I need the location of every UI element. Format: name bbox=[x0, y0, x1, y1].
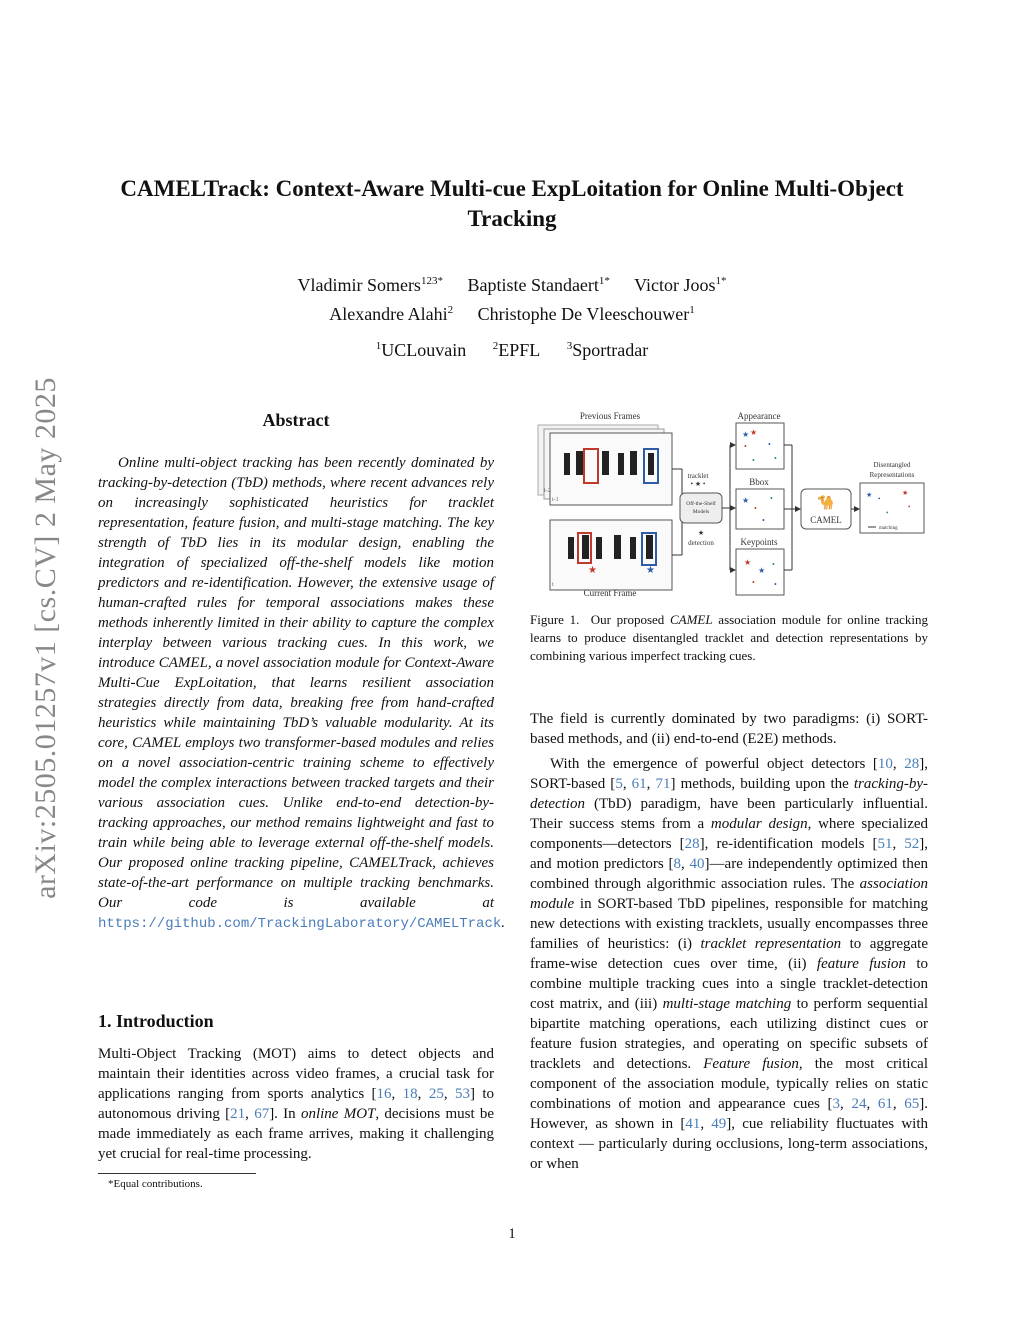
svg-text:★: ★ bbox=[697, 529, 705, 537]
svg-text:•: • bbox=[774, 454, 777, 463]
svg-text:•: • bbox=[744, 442, 747, 451]
citation-link[interactable]: 28 bbox=[684, 836, 700, 852]
svg-text:★: ★ bbox=[758, 566, 766, 575]
footnote: *Equal contributions. bbox=[108, 1178, 203, 1190]
author-name: Alexandre Alahi bbox=[329, 304, 448, 324]
footnote-rule bbox=[98, 1173, 256, 1174]
affiliation: UCLouvain bbox=[381, 340, 467, 360]
svg-text:Models: Models bbox=[692, 509, 710, 515]
svg-text:matching: matching bbox=[879, 526, 898, 531]
citation-link[interactable]: 3 bbox=[832, 1096, 841, 1112]
svg-text:Representations: Representations bbox=[869, 471, 915, 479]
affiliation: EPFL bbox=[498, 340, 541, 360]
author-name: Christophe De Vleeschouwer bbox=[477, 304, 690, 324]
svg-text:★: ★ bbox=[750, 428, 758, 437]
svg-text:★: ★ bbox=[588, 565, 597, 576]
intro-right-column bbox=[530, 709, 928, 1179]
figure-caption: Figure 1. Our proposed CAMEL association module for online tracking learns to produce disentangled tracklet and detection representations by combining various imperfect tracking cues. bbox=[530, 612, 929, 663]
svg-text:Disentangled: Disentangled bbox=[873, 461, 911, 469]
citation-link[interactable]: 67 bbox=[254, 1106, 270, 1122]
code-link[interactable]: https://github.com/TrackingLaboratory/CAMELTrack bbox=[98, 916, 502, 932]
citation-link[interactable]: 10 bbox=[877, 756, 893, 772]
figure-1 bbox=[530, 405, 928, 600]
svg-text:•: • bbox=[752, 578, 755, 587]
svg-text:•: • bbox=[908, 503, 911, 511]
author-name: Victor Joos bbox=[634, 275, 716, 295]
abstract-heading: Abstract bbox=[262, 410, 330, 430]
citation-link[interactable]: 41 bbox=[685, 1116, 701, 1132]
citation-link[interactable]: 28 bbox=[904, 756, 920, 772]
svg-text:CAMEL: CAMEL bbox=[810, 515, 842, 525]
citation-link[interactable]: 24 bbox=[851, 1096, 867, 1112]
section-heading-introduction: 1. Introduction bbox=[98, 1011, 214, 1031]
citation-link[interactable]: 18 bbox=[402, 1086, 418, 1102]
citation-link[interactable]: 65 bbox=[904, 1096, 920, 1112]
bbox-cue-box bbox=[736, 489, 784, 529]
appearance-label: Appearance bbox=[737, 411, 781, 421]
affiliation: Sportradar bbox=[572, 340, 649, 360]
citation-link[interactable]: 8 bbox=[673, 856, 681, 872]
svg-text:•: • bbox=[774, 580, 777, 589]
svg-text:★: ★ bbox=[742, 496, 750, 505]
svg-text:•: • bbox=[754, 504, 757, 513]
svg-text:★: ★ bbox=[866, 491, 873, 499]
svg-text:•: • bbox=[770, 494, 773, 503]
citation-link[interactable]: 53 bbox=[454, 1086, 470, 1102]
keypoints-label: Keypoints bbox=[740, 537, 778, 547]
citation-link[interactable]: 40 bbox=[689, 856, 705, 872]
author-name: Baptiste Standaert bbox=[467, 275, 599, 295]
svg-text:★: ★ bbox=[646, 565, 655, 576]
svg-text:t: t bbox=[552, 582, 554, 588]
svg-text:t-1: t-1 bbox=[552, 497, 559, 503]
svg-text:Off-the-Shelf: Off-the-Shelf bbox=[686, 501, 716, 507]
svg-text:detection: detection bbox=[688, 539, 714, 547]
svg-text:•: • bbox=[772, 560, 775, 569]
citation-link[interactable]: 25 bbox=[428, 1086, 444, 1102]
citation-link[interactable]: 52 bbox=[904, 836, 920, 852]
off-the-shelf-box bbox=[680, 493, 722, 523]
page-number: 1 bbox=[508, 1226, 516, 1242]
svg-text:•: • bbox=[886, 509, 889, 517]
paragraph: With the emergence of powerful object detectors [10, 28], SORT-based [5, 61, 71] methods, building upon the tracking-by-detection (TbD) paradigm, have been particularly influential. Their success stems from a modular design, where specialized components—detectors [28], re-identification models [51, 52], and motion predictors [8, 40]—are independently optimized then combined through algorithmic association rules. The association module in SORT-based TbD pipelines, responsible for matching new detections with existing tracklets, usually encompasses three families of heuristics: (i) tracklet representation to aggregate frame-wise detection cues over time, (ii) feature fusion to combine multiple tracking cues into a single tracklet-detection cost matrix, and (iii) multi-stage matching to perform sequential bipartite matching operations, each utilizing distinct cues or feature fusion strategies, and operating on specific subsets of tracklets and detections. Feature fusion, the most critical component of the association module, typically relies on static combinations of motion and appearance cues [3, 24, 61, 65]. However, as shown in [41, 49], cue reliability fluctuates with context — particularly during occlusions, long-term associations, or when bbox=[530, 756, 929, 1172]
bbox-label: Bbox bbox=[749, 477, 769, 487]
svg-text:•: • bbox=[762, 516, 765, 525]
citation-link[interactable]: 61 bbox=[631, 776, 647, 792]
paragraph: The field is currently dominated by two paradigms: (i) SORT-based methods, and (ii) end-to-end (E2E) methods. bbox=[530, 711, 928, 747]
citation-link[interactable]: 51 bbox=[877, 836, 893, 852]
svg-text:• ★ •: • ★ • bbox=[690, 480, 706, 488]
paper-title: CAMELTrack: Context-Aware Multi-cue ExpLoitation for Online Multi-Object Tracking bbox=[120, 176, 904, 231]
previous-frames-label: Previous Frames bbox=[579, 411, 641, 421]
intro-paragraph: Multi-Object Tracking (MOT) aims to detect objects and maintain their identities across video frames, a crucial task for applications ranging from sports analytics [16, 18, 25, 53] to autonomous driving [21, 67]. In online MOT, decisions must be made immediately as each frame arrives, making it challenging yet crucial for real-time processing. bbox=[98, 1046, 495, 1162]
affiliations: $^1$UCLouvain $^2$EPFL $^3$Sportradar bbox=[375, 340, 649, 360]
author-list: Vladimir Somers$^{123*}$ Baptiste Standaert$^{1*}$ Victor Joos$^{1*}$ Alexandre Alahi$^2$ Christophe De Vleeschouwer$^1$ bbox=[297, 275, 727, 324]
svg-text:•: • bbox=[878, 495, 881, 503]
abstract-body: Online multi-object tracking has been recently dominated by tracking-by-detection (TbD) methods, where recent advances rely on increasingly sophisticated heuristics for tracklet representation, feature fusion, and multi-stage matching. The key strength of TbD lies in its modular design, enabling the integration of specialized off-the-shelf models like motion predictors and re-identification. However, the extensive usage of human-crafted rules for temporal associations makes these methods inherently limited in their ability to capture the complex interplay between various tracking cues. In this work, we introduce CAMEL, a novel association module for Context-Aware Multi-Cue ExpLoitation, that learns resilient association strategies directly from data, breaking free from hand-crafted heuristics while maintaining TbD’s valuable modularity. At its core, CAMEL employs two transformer-based modules and relies on a novel association-centric training scheme to effectively model the complex interactions between tracked targets and their various association cues. Unlike end-to-end detection-by-tracking approaches, our method remains lightweight and fast to train while being able to leverage external off-the-shelf models. Our proposed online tracking pipeline, CAMELTrack, achieves state-of-the-art performance on multiple tracking benchmarks. Our code is available at https://github.com/TrackingLaboratory/CAMELTrack. bbox=[98, 455, 506, 932]
svg-text:•: • bbox=[752, 456, 755, 465]
current-frame-label: Current Frame bbox=[583, 588, 637, 598]
svg-text:tracklet: tracklet bbox=[687, 472, 709, 480]
citation-link[interactable]: 61 bbox=[877, 1096, 893, 1112]
svg-text:•: • bbox=[768, 440, 771, 449]
citation-link[interactable]: 21 bbox=[230, 1106, 246, 1122]
citation-link[interactable]: 71 bbox=[655, 776, 671, 792]
svg-text:★: ★ bbox=[902, 489, 909, 497]
author-name: Vladimir Somers bbox=[297, 275, 421, 295]
svg-text:★: ★ bbox=[742, 430, 750, 439]
citation-link[interactable]: 16 bbox=[376, 1086, 392, 1102]
camel-icon: 🐪 bbox=[817, 496, 835, 511]
citation-link[interactable]: 49 bbox=[711, 1116, 727, 1132]
arxiv-side-label: arXiv:2505.01257v1 [cs.CV] 2 May 2025 bbox=[29, 377, 62, 899]
svg-text:★: ★ bbox=[744, 558, 752, 567]
svg-text:t-2: t-2 bbox=[544, 488, 551, 494]
citation-link[interactable]: 5 bbox=[615, 776, 623, 792]
